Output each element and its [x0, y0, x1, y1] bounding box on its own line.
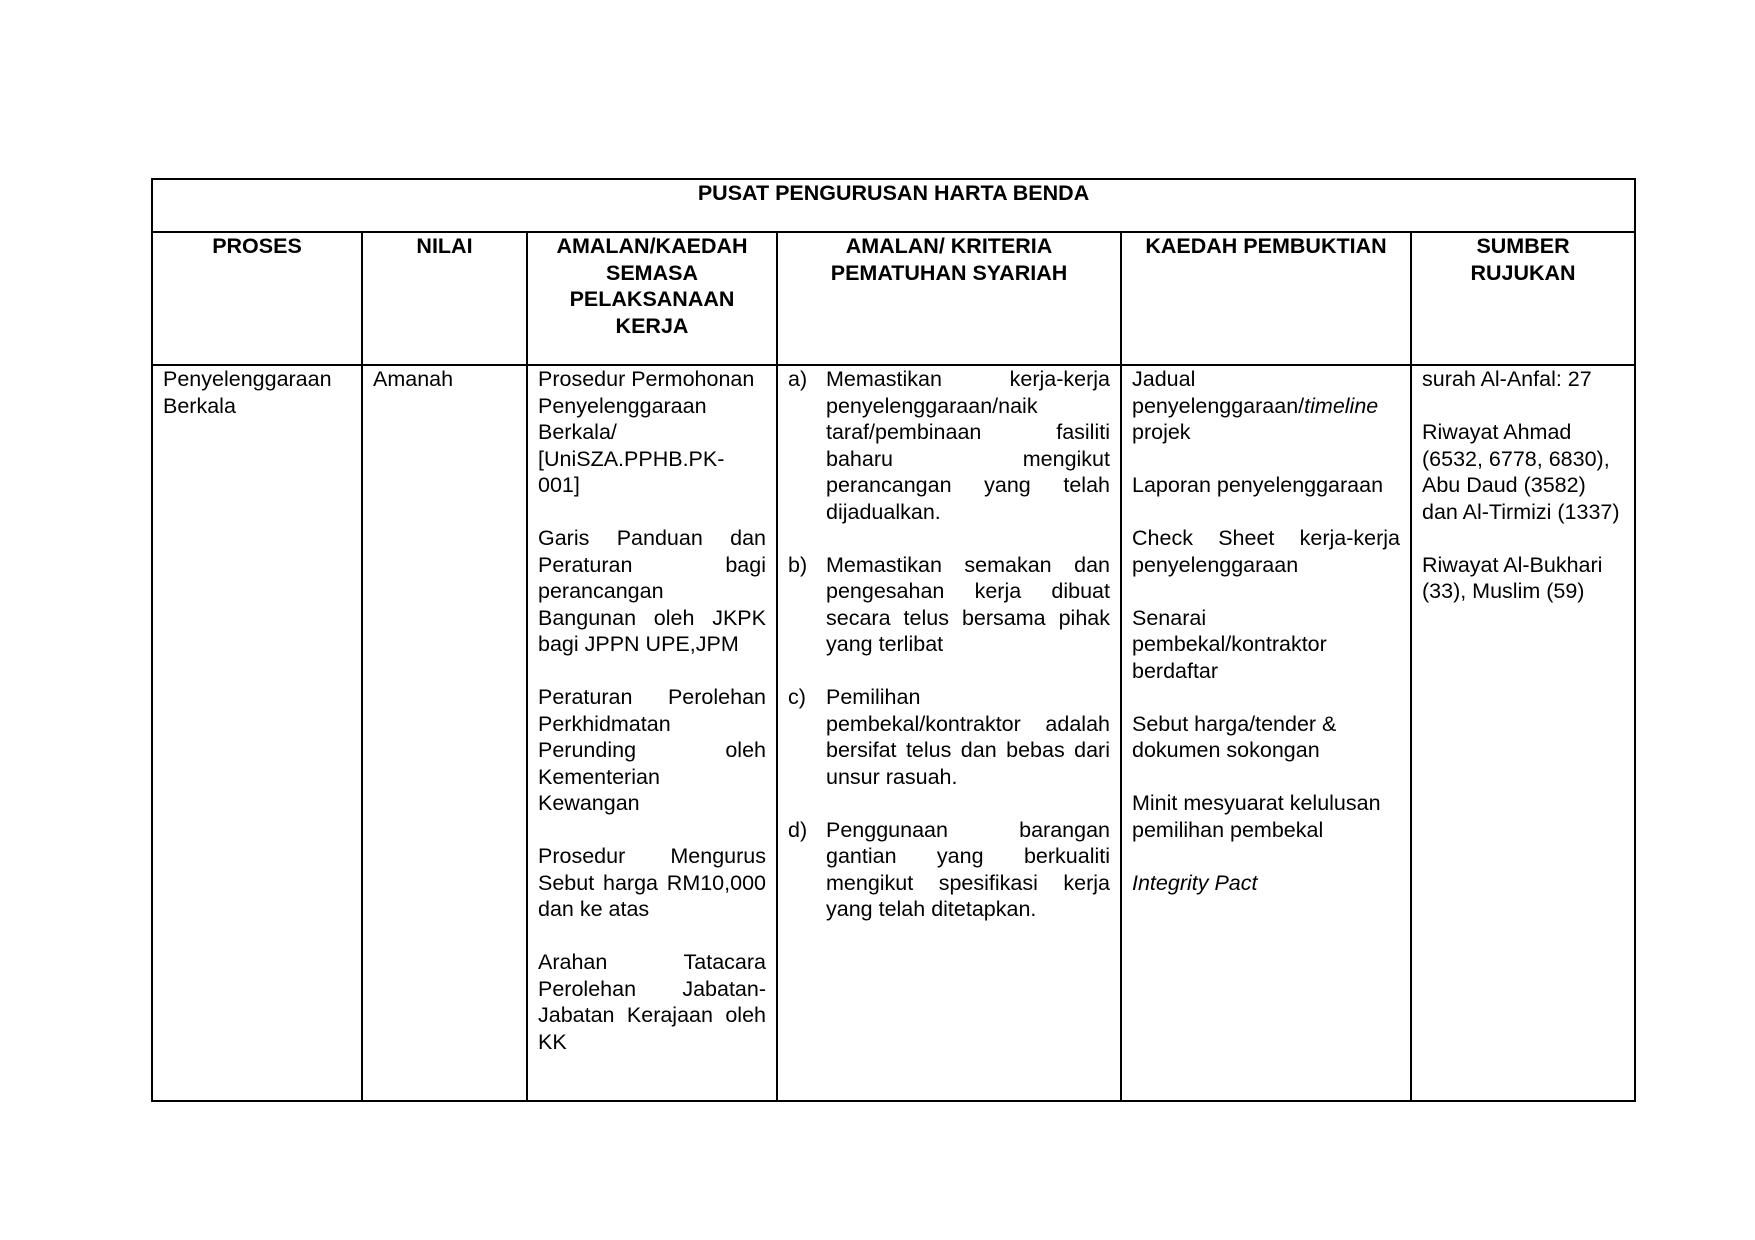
header-row	[152, 232, 1635, 365]
syariah-compliance-table	[151, 178, 1636, 1102]
cell-amalan	[527, 365, 777, 1101]
table-row	[152, 365, 1635, 1101]
sumber-item: surah Al-Anfal: 27	[1422, 367, 1592, 391]
cell-nilai: Amanah	[362, 365, 527, 1101]
kriteria-item	[788, 817, 1110, 923]
kriteria-text: Penggunaan barangan gantian yang berkualiti mengikut spesifikasi kerja yang telah ditetapkan.	[826, 817, 1110, 921]
amalan-item: Arahan Tatacara Perolehan Jabatan-Jabatan Kerajaan oleh KK	[538, 950, 766, 1054]
cell-kriteria	[777, 365, 1121, 1101]
amalan-item: Garis Panduan dan Peraturan bagi perancangan Bangunan oleh JKPK bagi JPPN UPE,JPM	[538, 526, 766, 656]
title-row	[152, 179, 1635, 232]
header-nilai: NILAI	[362, 232, 527, 365]
header-amalan: AMALAN/KAEDAH SEMASA PELAKSANAAN KERJA	[527, 232, 777, 365]
pembuktian-senarai: Senarai pembekal/kontraktor berdaftar	[1132, 605, 1327, 683]
kriteria-item	[788, 684, 1110, 790]
jadual-prefix: Jadual penyelenggaraan/	[1132, 367, 1305, 418]
kriteria-letter: a)	[788, 367, 808, 391]
header-kriteria: AMALAN/ KRITERIA PEMATUHAN SYARIAH	[777, 232, 1121, 365]
kriteria-letter: c)	[788, 685, 806, 709]
header-sumber: SUMBER RUJUKAN	[1411, 232, 1635, 365]
amalan-item: Peraturan Perolehan Perkhidmatan Perunding oleh Kementerian Kewangan	[538, 685, 766, 815]
header-proses: PROSES	[152, 232, 362, 365]
kriteria-item	[788, 552, 1110, 658]
kriteria-item	[788, 366, 1110, 525]
cell-proses: Penyelenggaraan Berkala	[152, 365, 362, 1101]
cell-pembuktian	[1121, 365, 1411, 1101]
kriteria-text: Pemilihan pembekal/kontraktor adalah bersifat telus dan bebas dari unsur rasuah.	[826, 685, 1110, 789]
pembuktian-check-sheet: Check Sheet kerja-kerja penyelenggaraan	[1132, 526, 1400, 577]
pembuktian-minit: Minit mesyuarat kelulusan pemilihan pembekal	[1132, 791, 1381, 842]
kriteria-text: Memastikan kerja-kerja penyelenggaraan/naik taraf/pembinaan fasiliti baharu mengikut perancangan yang telah dijadualkan.	[826, 367, 1110, 524]
pembuktian-sebut-harga: Sebut harga/tender & dokumen sokongan	[1132, 711, 1337, 762]
sumber-item: Riwayat Al-Bukhari (33), Muslim (59)	[1422, 552, 1603, 603]
kriteria-letter: d)	[788, 817, 808, 842]
amalan-item: Prosedur Mengurus Sebut harga RM10,000 dan ke atas	[538, 844, 766, 921]
kriteria-text: Memastikan semakan dan pengesahan kerja dibuat secara telus bersama pihak yang terlibat	[826, 552, 1110, 656]
pembuktian-laporan: Laporan penyelenggaraan	[1132, 473, 1384, 497]
kriteria-letter: b)	[788, 552, 808, 577]
jadual-suffix: projek	[1132, 420, 1191, 444]
amalan-item: Prosedur Permohonan Penyelenggaraan Berkala/ [UniSZA.PPHB.PK-001]	[538, 367, 755, 497]
table-title: PUSAT PENGURUSAN HARTA BENDA	[152, 179, 1635, 232]
jadual-italic: timeline	[1304, 393, 1379, 418]
pembuktian-integrity	[1132, 870, 1400, 897]
header-pembuktian: KAEDAH PEMBUKTIAN	[1121, 232, 1411, 365]
cell-sumber	[1411, 365, 1635, 1101]
pembuktian-jadual	[1132, 366, 1400, 446]
sumber-item: Riwayat Ahmad (6532, 6778, 6830), Abu Daud (3582) dan Al-Tirmizi (1337)	[1422, 420, 1620, 524]
integrity-pact: Integrity Pact	[1132, 870, 1258, 895]
